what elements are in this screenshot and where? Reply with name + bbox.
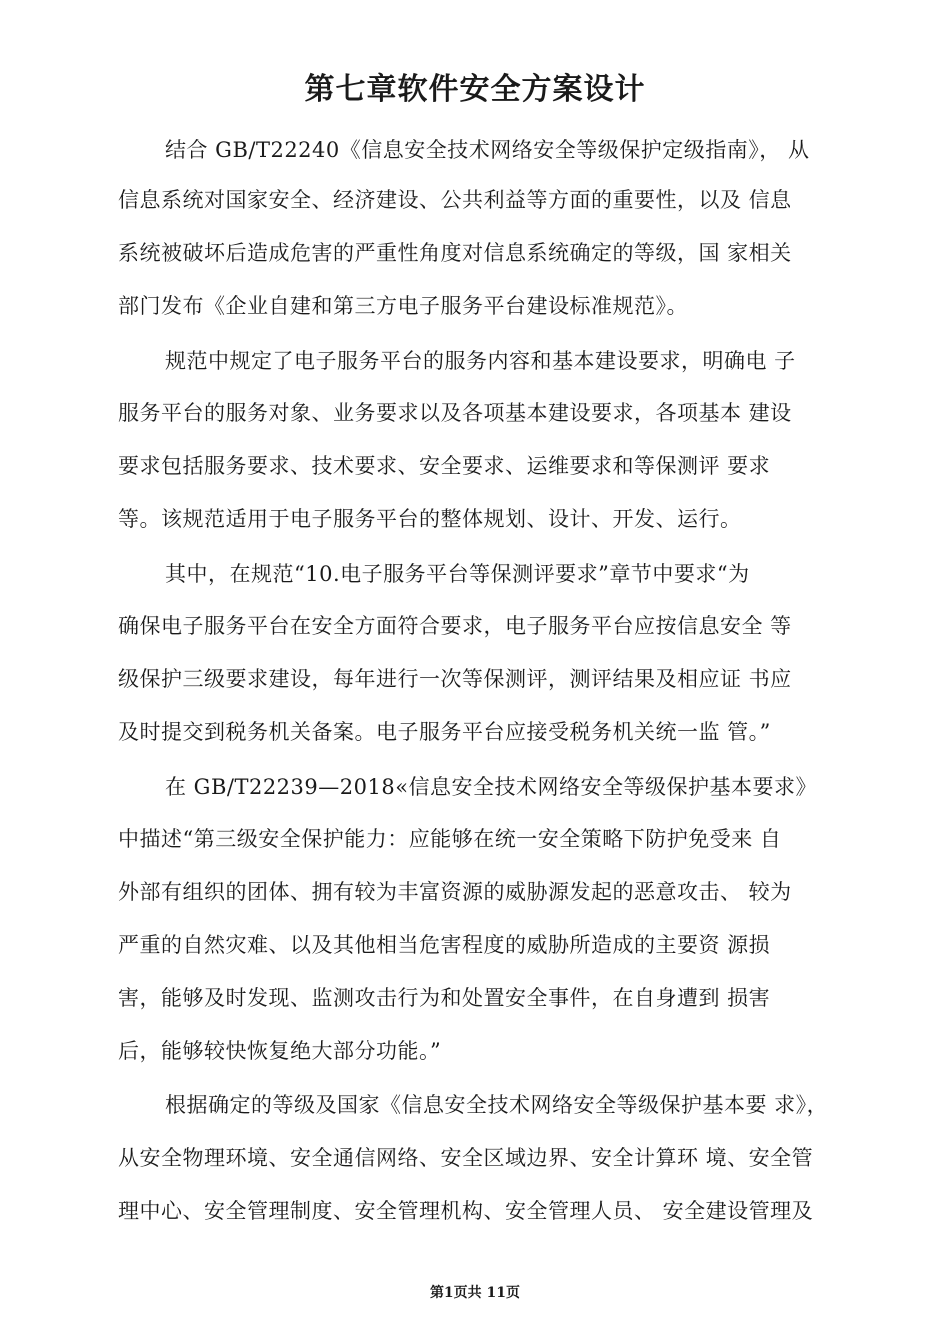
paragraph-line: 其中，在规范“10.电子服务平台等保测评要求”章节中要求“为 [165,562,750,586]
paragraph-line: 部门发布《企业自建和第三方电子服务平台建设标准规范》。 [118,294,688,318]
paragraph-line: 外部有组织的团体、拥有较为丰富资源的威胁源发起的恶意攻击、 较为 [118,880,792,904]
paragraph-line: 中描述“第三级安全保护能力：应能够在统一安全策略下防护免受来 自 [118,827,782,851]
paragraph-line: 理中心、安全管理制度、安全管理机构、安全管理人员、 安全建设管理及 [118,1199,814,1223]
paragraph-line: 根据确定的等级及国家《信息安全技术网络安全等级保护基本要 求》， [165,1093,829,1117]
paragraph-line: 在 GB/T22239—2018«信息安全技术网络安全等级保护基本要求》 [165,775,818,799]
paragraph-line: 确保电子服务平台在安全方面符合要求，电子服务平台应按信息安全 等 [118,614,792,638]
paragraph-line: 及时提交到税务机关备案。电子服务平台应接受税务机关统一监 管。” [118,720,771,744]
paragraph-line: 从安全物理环境、安全通信网络、安全区域边界、安全计算环 境、安全管 [118,1146,814,1170]
paragraph-line: 要求包括服务要求、技术要求、安全要求、运维要求和等保测评 要求 [118,454,771,478]
paragraph-line: 信息系统对国家安全、经济建设、公共利益等方面的重要性，以及 信息 [118,188,792,212]
paragraph-line: 后，能够较快恢复绝大部分功能。” [118,1039,442,1063]
paragraph-line: 规范中规定了电子服务平台的服务内容和基本建设要求，明确电 子 [165,349,796,373]
page-title: 第七章软件安全方案设计 [304,72,646,107]
paragraph-line: 害，能够及时发现、监测攻击行为和处置安全事件，在自身遭到 损害 [118,986,771,1010]
paragraph-line: 结合 GB/T22240《信息安全技术网络安全等级保护定级指南》， 从 [165,138,810,162]
page-footer: 第1页共 11页 [429,1285,521,1301]
paragraph-line: 严重的自然灾难、以及其他相当危害程度的威胁所造成的主要资 源损 [118,933,771,957]
paragraph-line: 服务平台的服务对象、业务要求以及各项基本建设要求，各项基本 建设 [118,401,792,425]
paragraph-line: 级保护三级要求建设，每年进行一次等保测评，测评结果及相应证 书应 [118,667,792,691]
paragraph-line: 等。该规范适用于电子服务平台的整体规划、设计、开发、运行。 [118,507,742,531]
paragraph-line: 系统被破坏后造成危害的严重性角度对信息系统确定的等级，国 家相关 [118,241,792,265]
